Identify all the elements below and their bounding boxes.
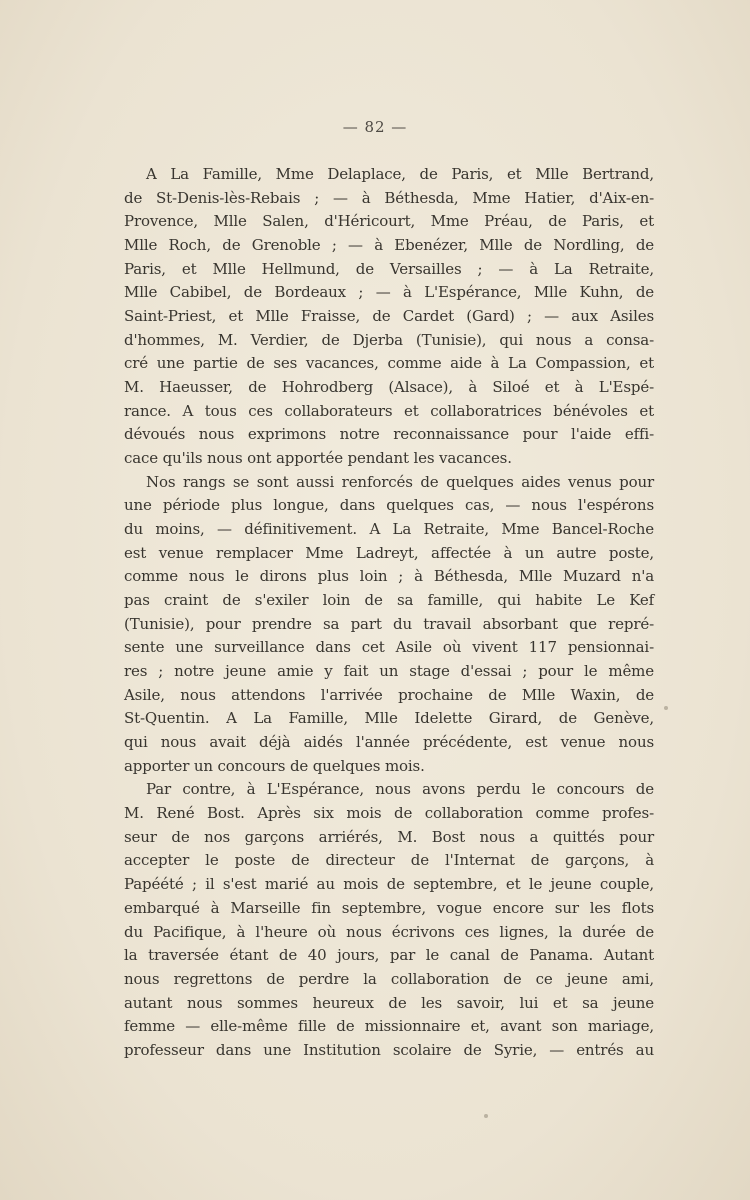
text-line: Provence, Mlle Salen, d'Héricourt, Mme Préau, de Paris, et [124, 212, 654, 231]
body-text [124, 163, 654, 1063]
text-line: du moins, — définitivement. A La Retraite, Mme Bancel-Roche [124, 520, 654, 539]
text-line: pas craint de s'exiler loin de sa famille, qui habite Le Kef [124, 591, 654, 610]
text-line: rance. A tous ces collaborateurs et collaboratrices bénévoles et [124, 401, 654, 420]
text-line: cace qu'ils nous ont apportée pendant les vacances. [124, 449, 512, 468]
text-line: Saint-Priest, et Mlle Fraisse, de Cardet (Gard) ; — aux Asiles [124, 307, 654, 326]
text-line: Paris, et Mlle Hellmund, de Versailles ; — à La Retraite, [124, 259, 654, 278]
text-line: apporter un concours de quelques mois. [124, 756, 425, 775]
paper-speck [484, 1114, 488, 1118]
text-line: accepter le poste de directeur de l'Internat de garçons, à [124, 851, 654, 870]
page-number: — 82 — [342, 118, 408, 136]
text-line: du Pacifique, à l'heure où nous écrivons ces lignes, la durée de [124, 922, 654, 941]
text-line: dévoués nous exprimons notre reconnaissance pour l'aide effi- [124, 425, 654, 444]
text-line: St-Quentin. A La Famille, Mlle Idelette Girard, de Genève, [124, 709, 654, 728]
text-line: Nos rangs se sont aussi renforcés de quelques aides venus pour [146, 472, 654, 491]
text-line: M. Haeusser, de Hohrodberg (Alsace), à Siloé et à L'Espé- [124, 378, 654, 397]
text-line: cré une partie de ses vacances, comme aide à La Compassion, et [124, 354, 654, 373]
text-line: M. René Bost. Après six mois de collaboration comme profes- [124, 804, 654, 823]
text-line: d'hommes, M. Verdier, de Djerba (Tunisie), qui nous a consa- [124, 330, 654, 349]
text-line: seur de nos garçons arriérés, M. Bost nous a quittés pour [124, 827, 654, 846]
paper-speck [664, 706, 668, 710]
text-line: comme nous le dirons plus loin ; à Béthesda, Mlle Muzard n'a [124, 567, 654, 586]
text-line: femme — elle-même fille de missionnaire et, avant son mariage, [124, 1017, 654, 1036]
text-line: professeur dans une Institution scolaire de Syrie, — entrés au [124, 1040, 654, 1059]
text-line: est venue remplacer Mme Ladreyt, affectée à un autre poste, [124, 543, 654, 562]
text-line: Mlle Roch, de Grenoble ; — à Ebenézer, Mlle de Nordling, de [124, 236, 654, 255]
text-line: sente une surveillance dans cet Asile où vivent 117 pensionnai- [124, 638, 654, 657]
text-line: qui nous avait déjà aidés l'année précédente, est venue nous [124, 733, 654, 752]
text-line: de St-Denis-lès-Rebais ; — à Béthesda, Mme Hatier, d'Aix-en- [124, 188, 654, 207]
text-line: embarqué à Marseille fin septembre, vogue encore sur les flots [124, 898, 654, 917]
text-line: autant nous sommes heureux de les savoir, lui et sa jeune [124, 993, 654, 1012]
text-line: Mlle Cabibel, de Bordeaux ; — à L'Espérance, Mlle Kuhn, de [124, 283, 654, 302]
text-line: la traversée étant de 40 jours, par le canal de Panama. Autant [124, 946, 654, 965]
text-line: Papéété ; il s'est marié au mois de septembre, et le jeune couple, [124, 875, 654, 894]
text-line: Par contre, à L'Espérance, nous avons perdu le concours de [146, 780, 654, 799]
text-line: A La Famille, Mme Delaplace, de Paris, et Mlle Bertrand, [146, 165, 654, 183]
text-line: res ; notre jeune amie y fait un stage d'essai ; pour le même [124, 662, 654, 681]
text-line: nous regrettons de perdre la collaboration de ce jeune ami, [124, 969, 654, 988]
text-line: une période plus longue, dans quelques cas, — nous l'espérons [124, 496, 654, 515]
text-line: Asile, nous attendons l'arrivée prochaine de Mlle Waxin, de [124, 685, 654, 704]
text-line: (Tunisie), pour prendre sa part du travail absorbant que repré- [124, 614, 654, 633]
